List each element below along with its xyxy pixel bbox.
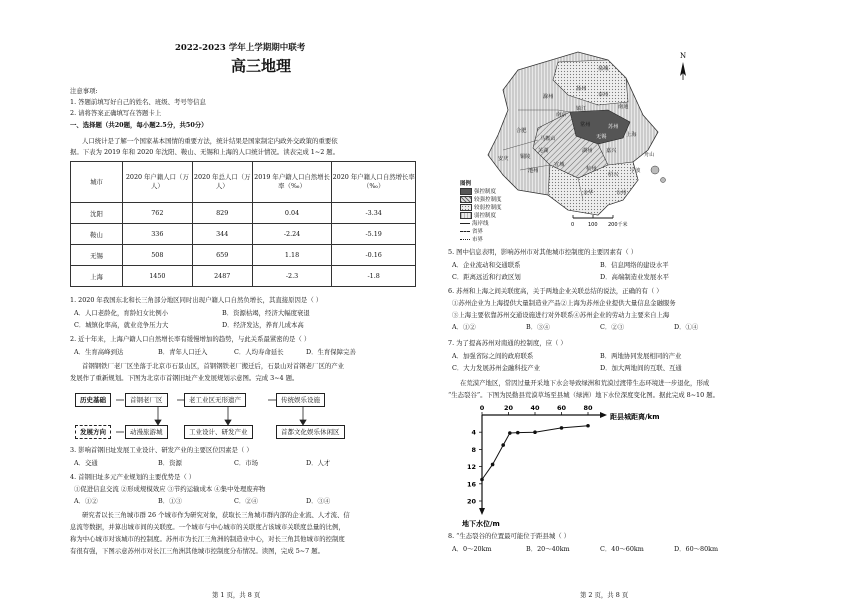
population-table	[70, 161, 416, 287]
data-point	[516, 431, 520, 435]
option: C．②③	[600, 323, 625, 331]
data-point	[586, 424, 590, 428]
option: C．距离远近和行政区划	[452, 273, 521, 281]
legend-title: 图例	[460, 181, 472, 187]
table-row	[71, 203, 416, 224]
table-header: 2020 年户籍人口自然增长率（‰）	[332, 162, 416, 203]
legend-line	[460, 223, 470, 224]
question-stem: 7. 为了提高苏州对南通的控制度，应（ ）	[448, 339, 567, 347]
map-city-label: 马鞍山	[540, 136, 556, 142]
table-header-row	[71, 162, 416, 203]
option: D．60～80km	[674, 545, 719, 553]
option: A．①②	[452, 323, 476, 331]
flow-box: 传统娱乐设施	[276, 393, 325, 407]
map-city-label: 安庆	[498, 156, 509, 162]
passage-text: 发展作了重新规划。下图为北京市首钢旧址产业发展规划示意图。完成 3~4 题。	[70, 374, 299, 382]
legend-label: 弱控制度	[474, 213, 497, 219]
map-city-label: 绍兴	[608, 172, 619, 178]
question-stem: 4. 首钢旧址多元产业规划的主要优势是（ ）	[70, 473, 196, 481]
right-page	[430, 0, 860, 609]
map-city-label: 芜湖	[538, 148, 549, 154]
map-city-label: 嘉兴	[606, 148, 617, 154]
option: B．①③	[158, 497, 182, 505]
legend-item	[460, 220, 502, 228]
map-city-label: 金华	[583, 190, 594, 196]
option: B．信息网络的建设水平	[600, 261, 669, 269]
question-statements: ①促进信息交流 ②形成规模效应 ③节约运输成本 ④集中处理废弃物	[74, 485, 266, 493]
y-tick-label: 4	[471, 428, 476, 437]
option: A．生育高峰到达	[74, 348, 124, 356]
passage-text: 人口统计是了解一个国家基本国情的重要方法，统计结果是国家制定内政外交政策的重要依	[82, 137, 338, 145]
table-cell: 鞍山	[71, 224, 123, 245]
map-city-label: 宣城	[554, 162, 565, 168]
question-statements: ①苏州企业为上海提供大量制造业产品②上海为苏州企业提供大量信息金融服务	[452, 299, 676, 307]
option: B．资源枯竭，经济大幅度衰退	[222, 309, 310, 317]
map-city-label: 苏州	[608, 124, 619, 130]
flow-box: 老工业区无形遗产	[184, 393, 246, 407]
map-city-label: 扬州	[576, 86, 587, 92]
legend-swatch	[460, 212, 472, 219]
option: C．城镇化率高，就业竞争压力大	[74, 321, 169, 329]
y-axis-arrow-icon	[479, 508, 485, 515]
option: B．两地协同发展相同的产业	[600, 352, 682, 360]
map-city-label: 铜陵	[520, 154, 531, 160]
legend-label: 海岸线	[472, 221, 489, 227]
map-city-label: 盐城	[598, 66, 609, 72]
map-island	[651, 166, 659, 174]
option: D．①④	[674, 323, 699, 331]
table-row	[71, 266, 416, 287]
groundwater-chart	[440, 404, 700, 529]
legend-item	[460, 188, 502, 196]
legend-swatch	[460, 196, 472, 203]
option: D．经济发达，养育儿成本高	[222, 321, 304, 329]
option: C．人均寿命延长	[234, 348, 284, 356]
legend-label: 较强控制度	[474, 197, 502, 203]
option: A．①②	[74, 497, 98, 505]
legend-line	[460, 231, 470, 232]
scale-label: 0	[571, 222, 575, 228]
map-city-label: 南通	[618, 104, 629, 110]
option: B．20～40km	[526, 545, 570, 553]
option: D．加大两地间的互联、互通	[600, 364, 682, 372]
table-cell: 829	[192, 203, 252, 224]
table-cell: 336	[122, 224, 192, 245]
passage-text: 在荒漠产地区，常因过量开采地下水会导致绿洲和荒漠过渡带生态环境进一步退化，形成	[460, 379, 710, 387]
table-cell: 沈阳	[71, 203, 123, 224]
option: A．加强省际之间的政府联系	[452, 352, 534, 360]
north-arrow-icon	[680, 62, 686, 80]
table-cell: 762	[122, 203, 192, 224]
map-city-label: 镇江	[576, 106, 587, 112]
y-tick-label: 20	[466, 497, 476, 506]
option: B．资源	[158, 459, 182, 467]
map-city-label: 南京	[556, 112, 567, 118]
table-cell: 上海	[71, 266, 123, 287]
x-axis-label: 距县城距离/km	[610, 413, 660, 421]
passage-text: 首钢钢铁厂老厂区坐落于北京市石景山区，首钢钢铁老厂搬迁后，石景山对首钢老厂区的产业	[82, 362, 345, 370]
question-stem: 8. “生态裂谷的位置最可能位于距县城（ ）	[448, 532, 571, 540]
option: B．③④	[526, 323, 550, 331]
data-point	[480, 478, 484, 482]
y-tick-label: 12	[466, 463, 476, 472]
map-city-label: 舟山	[644, 152, 655, 158]
flow-box: 动漫旅游城	[125, 425, 168, 439]
table-row	[71, 224, 416, 245]
option: B．青年人口迁入	[158, 348, 208, 356]
option: C．大力发展苏州金融科技产业	[452, 364, 540, 372]
map-city-label: 杭州	[586, 166, 597, 172]
x-tick-label: 80	[583, 404, 593, 412]
question-stem: 6. 苏州和上海之间关联度高，关于两地企业关联总结的说法，正确的有（ ）	[448, 287, 663, 295]
table-header: 2020 年总人口（万人）	[192, 162, 252, 203]
legend-label: 省界	[472, 229, 484, 235]
question-statements: ③上海主要依靠苏州交通设施进行对外联系④苏州企业的劳动力主要来自上海	[452, 311, 670, 319]
map-city-label: 无锡	[596, 134, 607, 140]
page-number: 第 2 页，共 8 页	[580, 591, 629, 599]
legend-item	[460, 204, 502, 212]
exam-title: 2022-2023 学年上学期期中联考	[175, 43, 306, 53]
map-legend	[460, 180, 502, 244]
table-cell: 2487	[192, 266, 252, 287]
table-cell: -0.16	[332, 245, 416, 266]
table-cell: 0.04	[252, 203, 332, 224]
table-cell: -5.19	[332, 224, 416, 245]
legend-item	[460, 196, 502, 204]
passage-text: 据。下表为 2019 年和 2020 年沈阳、鞍山、无锡和上海的人口统计情况。读表完成 1~2 题。	[70, 148, 340, 156]
section-title: 一、选择题（共20题，每小题2.5分，共50分）	[70, 121, 208, 129]
table-cell: 344	[192, 224, 252, 245]
flow-box: 首钢老厂区	[125, 393, 168, 407]
scale-bar	[573, 215, 613, 218]
table-cell: 无锡	[71, 245, 123, 266]
page-number: 第 1 页，共 8 页	[212, 591, 261, 599]
x-tick-label: 60	[556, 404, 567, 412]
table-cell: -2.3	[252, 266, 332, 287]
note-item: 2. 请将答案正确填写在答题卡上	[70, 109, 162, 117]
map-city-label: 泰州	[598, 92, 609, 98]
option: A．交通	[74, 459, 98, 467]
table-cell: -1.8	[332, 266, 416, 287]
data-point	[508, 431, 512, 435]
y-tick-label: 16	[466, 480, 476, 489]
question-stem: 1. 2020 年我国东北和长三角部分地区同时出现户籍人口自然负增长，其直接原因是（ ）	[70, 296, 323, 304]
option: D．生育保障完善	[306, 348, 356, 356]
passage-text: 研究者以长三角城市群 26 个城市作为研究对象，获取长三角城市群内部的企业流、人才流、信	[82, 511, 350, 519]
option: C．40～60km	[600, 545, 644, 553]
flow-label-history: 历史基础	[75, 393, 111, 407]
note-item: 1. 答题前填写好自己的姓名、班级、考号等信息	[70, 98, 206, 106]
legend-label: 较弱控制度	[474, 205, 502, 211]
table-cell: 1.18	[252, 245, 332, 266]
passage-text: 息流等数据，并算出城市间的关联度。一个城市与中心城市的关联度占该城市关联度总量的比例，	[70, 523, 345, 531]
table-header: 2020 年户籍人口（万人）	[122, 162, 192, 203]
legend-item	[460, 236, 502, 244]
passage-text: “生态裂谷”。下图为民勤县荒漠草场至县城（绿洲）地下水位深度变化图。据此完成 8~10 题。	[448, 391, 719, 399]
map-city-label: 池州	[528, 168, 539, 174]
option: A．人口老龄化，育龄妇女比例小	[74, 309, 169, 317]
data-point	[501, 443, 505, 447]
option: D．高端制造业发展水平	[600, 273, 670, 281]
map-city-label: 台州	[616, 190, 627, 196]
legend-line	[460, 239, 470, 240]
y-tick-label: 8	[471, 445, 476, 454]
map-city-label: 滁州	[543, 94, 554, 100]
flow-box: 工业设计、研发产业	[184, 425, 253, 439]
x-tick-label: 0	[479, 404, 485, 412]
question-stem: 3. 影响首钢旧址发展工业设计、研发产业的主要区位因素是（ ）	[70, 446, 253, 454]
table-cell: 659	[192, 245, 252, 266]
passage-text: 有很有强，下图示意苏州市对长江三角洲其他城市控制度分布情况。读图，完成 5~7 题。	[70, 547, 325, 555]
legend-item	[460, 212, 502, 220]
x-axis-arrow-icon	[600, 412, 607, 418]
north-label: N	[680, 52, 687, 60]
passage-text: 称为中心城市对该城市的控制度。苏州市为长江三角洲的制造业中心，对长三角其他城市的控制度	[70, 535, 345, 543]
data-point	[491, 463, 495, 467]
map-island	[661, 178, 666, 183]
table-cell: 1450	[122, 266, 192, 287]
scale-label: 100	[588, 222, 598, 228]
legend-swatch	[460, 188, 472, 195]
option: C．②④	[234, 497, 259, 505]
notes-heading: 注意事项:	[70, 87, 98, 95]
data-point	[533, 430, 537, 434]
legend-label: 强控制度	[474, 189, 497, 195]
scale-label: 200千米	[608, 222, 628, 228]
option: D．人才	[306, 459, 331, 467]
table-cell: -2.24	[252, 224, 332, 245]
table-cell: 508	[122, 245, 192, 266]
flow-box: 首都文化娱乐休闲区	[276, 425, 345, 439]
flow-label-development: 发展方向	[75, 425, 111, 439]
data-point	[560, 426, 564, 430]
table-header: 城市	[71, 162, 123, 203]
option: D．③④	[306, 497, 331, 505]
map-city-label: 合肥	[516, 128, 527, 134]
question-stem: 5. 图中信息表明，影响苏州市对其他城市控制度的主要因素有（ ）	[448, 248, 638, 256]
table-header: 2019 年户籍人口自然增长率（‰）	[252, 162, 332, 203]
subject-title: 高三地理	[231, 57, 292, 75]
legend-item	[460, 228, 502, 236]
map-city-label: 湖州	[582, 148, 593, 154]
option: A．0～20km	[452, 545, 492, 553]
table-cell: -3.34	[332, 203, 416, 224]
option: C．市场	[234, 459, 259, 467]
x-tick-label: 20	[503, 404, 514, 412]
x-tick-label: 40	[530, 404, 540, 412]
y-axis-label: 地下水位/m	[462, 520, 500, 528]
legend-swatch	[460, 204, 472, 211]
map-city-label: 常州	[580, 122, 591, 128]
table-row	[71, 245, 416, 266]
question-stem: 2. 近十年来，上海户籍人口自然增长率有缓慢增加的趋势，与此关系最紧密的是（ ）	[70, 335, 311, 343]
legend-label: 市界	[472, 237, 484, 243]
map-city-label: 宁波	[630, 168, 641, 174]
option: A．企业流动和交通联系	[452, 261, 521, 269]
map-city-label: 上海	[626, 132, 637, 138]
